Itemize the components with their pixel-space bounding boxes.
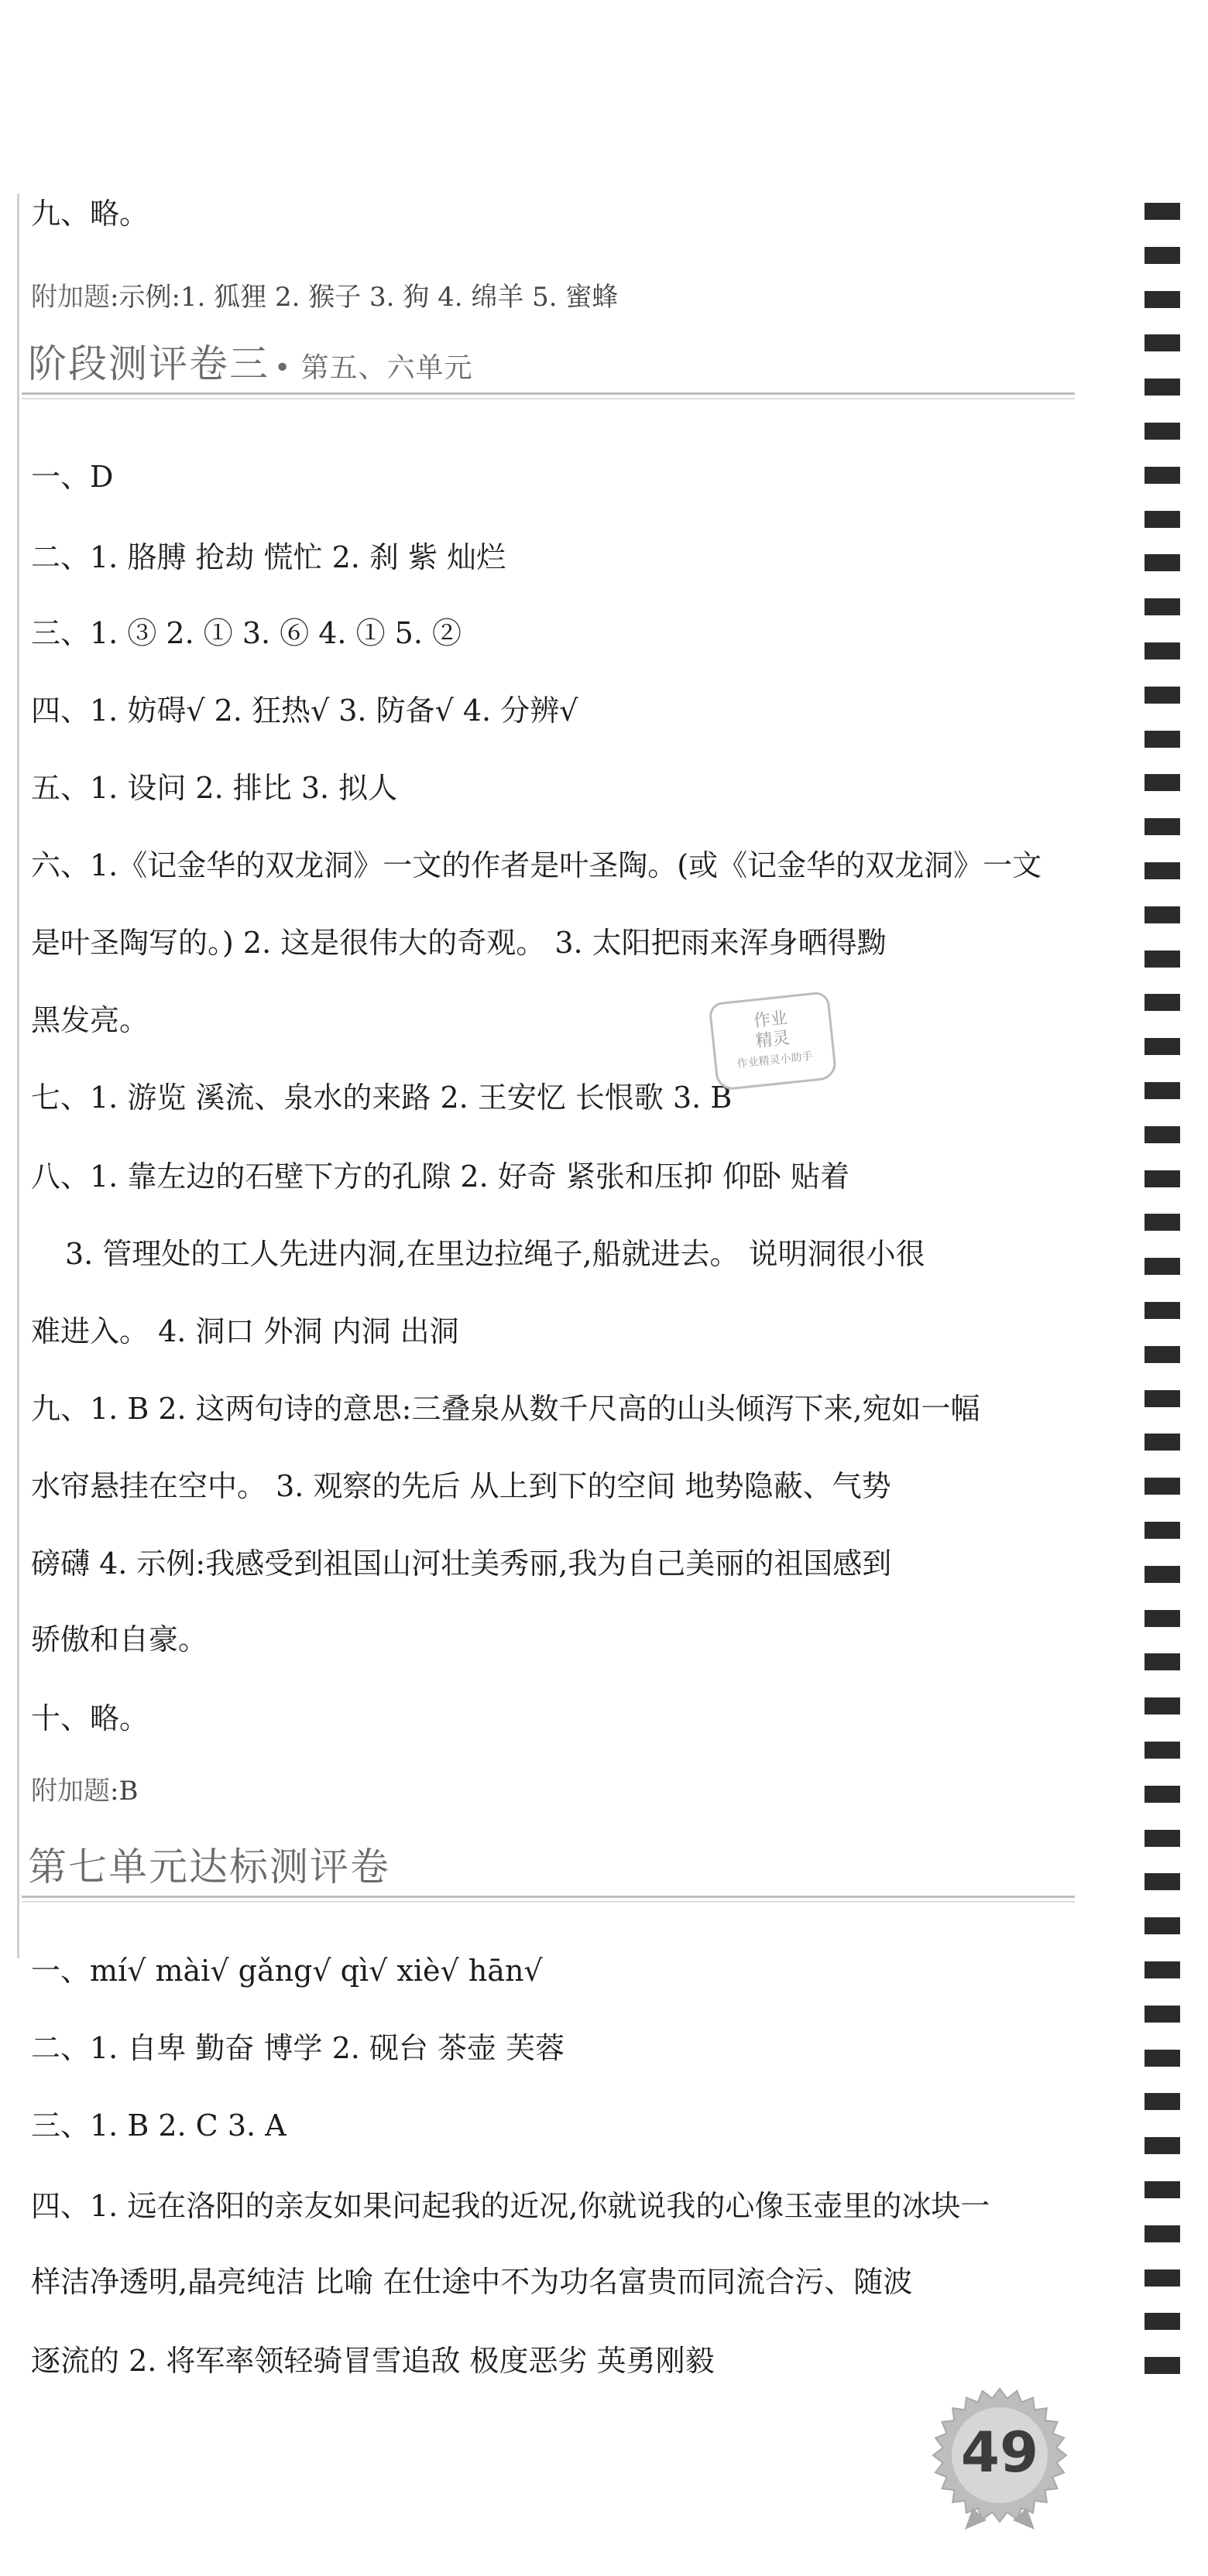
margin-tick-mark bbox=[1145, 1610, 1180, 1627]
answer-line: 四、1. 远在洛阳的亲友如果问起我的近况,你就说我的心像玉壶里的冰块一 bbox=[31, 2189, 990, 2223]
margin-tick-mark bbox=[1145, 994, 1180, 1011]
margin-tick-mark bbox=[1145, 1214, 1180, 1231]
answer-line: 四、1. 妨碍√ 2. 狂热√ 3. 防备√ 4. 分辨√ bbox=[31, 694, 578, 728]
answer-line-continued: 水帘悬挂在空中。 3. 观察的先后 从上到下的空间 地势隐蔽、气势 bbox=[31, 1469, 891, 1503]
margin-tick-mark bbox=[1145, 1478, 1180, 1495]
heading-rule bbox=[22, 392, 1075, 395]
margin-tick-mark bbox=[1145, 1653, 1180, 1670]
bonus-question-line bbox=[31, 279, 618, 316]
answer-line: 六、1.《记金华的双龙洞》一文的作者是叶圣陶。(或《记金华的双龙洞》一文 bbox=[31, 848, 1042, 882]
margin-tick-mark bbox=[1145, 1082, 1180, 1099]
margin-tick-mark bbox=[1145, 1961, 1180, 1978]
margin-tick-mark bbox=[1145, 2357, 1180, 2374]
margin-tick-mark bbox=[1145, 1170, 1180, 1187]
bonus-label: 附加题 bbox=[31, 282, 110, 313]
margin-tick-mark bbox=[1145, 1434, 1180, 1451]
margin-tick-mark bbox=[1145, 1126, 1180, 1143]
margin-tick-mark bbox=[1145, 2313, 1180, 2330]
answer-line-continued: 黑发亮。 bbox=[31, 1003, 149, 1037]
answer-line: 十、略。 bbox=[31, 1701, 149, 1735]
bonus-answer: :B bbox=[110, 1776, 139, 1807]
bonus-label: 附加题 bbox=[31, 1776, 110, 1807]
page-number: 49 bbox=[960, 2420, 1039, 2485]
section-title: 阶段测评卷三 • 第五、六单元 bbox=[28, 341, 473, 386]
margin-tick-mark bbox=[1145, 2269, 1180, 2287]
margin-tick-mark bbox=[1145, 1873, 1180, 1890]
answer-line-continued: 样洁净透明,晶亮纯洁 比喻 在仕途中不为功名富贵而同流合污、随波 bbox=[31, 2265, 913, 2299]
answer-line-continued: 难进入。 4. 洞口 外洞 内洞 出洞 bbox=[31, 1314, 459, 1348]
margin-tick-mark bbox=[1145, 687, 1180, 704]
margin-tick-mark bbox=[1145, 1522, 1180, 1539]
margin-tick-mark bbox=[1145, 774, 1180, 791]
answer-line-continued: 3. 管理处的工人先进内洞,在里边拉绳子,船就进去。 说明洞很小很 bbox=[65, 1237, 925, 1271]
answer-line: 七、1. 游览 溪流、泉水的来路 2. 王安忆 长恨歌 3. B bbox=[31, 1081, 733, 1115]
margin-tick-mark bbox=[1145, 334, 1180, 351]
margin-tick-mark bbox=[1145, 2137, 1180, 2154]
margin-tick-mark bbox=[1145, 2181, 1180, 2198]
heading-rule-shadow bbox=[22, 1901, 1075, 1903]
margin-tick-mark bbox=[1145, 291, 1180, 308]
margin-tick-mark bbox=[1145, 598, 1180, 615]
margin-tick-mark bbox=[1145, 1830, 1180, 1847]
margin-tick-mark bbox=[1145, 1742, 1180, 1759]
margin-tick-mark bbox=[1145, 554, 1180, 571]
answer-line: 五、1. 设问 2. 排比 3. 拟人 bbox=[31, 771, 398, 805]
margin-tick-mark bbox=[1145, 2225, 1180, 2242]
answer-line: 一、mí√ mài√ gǎng√ qì√ xiè√ hān√ bbox=[31, 1954, 543, 1988]
margin-tick-mark bbox=[1145, 731, 1180, 748]
margin-tick-mark bbox=[1145, 1786, 1180, 1803]
section-title: 第七单元达标测评卷 bbox=[28, 1845, 390, 1889]
margin-tick-mark bbox=[1145, 1346, 1180, 1363]
margin-tick-mark bbox=[1145, 951, 1180, 968]
bonus-question-line bbox=[31, 1773, 138, 1810]
section-subtitle: • 第五、六单元 bbox=[274, 352, 473, 384]
answer-line: 三、1. B 2. C 3. A bbox=[31, 2108, 287, 2143]
margin-tick-mark bbox=[1145, 1697, 1180, 1714]
margin-tick-mark bbox=[1145, 1038, 1180, 1055]
margin-tick-mark bbox=[1145, 423, 1180, 440]
page-number-badge bbox=[926, 2384, 1073, 2531]
answer-line-continued: 逐流的 2. 将军率领轻骑冒雪追敌 极度恶劣 英勇刚毅 bbox=[31, 2344, 715, 2378]
answer-line-continued: 磅礴 4. 示例:我感受到祖国山河壮美秀丽,我为自己美丽的祖国感到 bbox=[31, 1547, 892, 1581]
bonus-answer: :示例:1. 狐狸 2. 猴子 3. 狗 4. 绵羊 5. 蜜蜂 bbox=[110, 282, 619, 313]
left-margin-rule bbox=[17, 194, 19, 1958]
margin-tick-mark bbox=[1145, 247, 1180, 264]
margin-tick-mark bbox=[1145, 818, 1180, 835]
margin-tick-mark bbox=[1145, 511, 1180, 528]
margin-tick-mark bbox=[1145, 203, 1180, 220]
margin-tick-mark bbox=[1145, 2006, 1180, 2023]
answer-line-9: 九、略。 bbox=[31, 197, 149, 231]
answer-line: 二、1. 胳膊 抢劫 慌忙 2. 刹 紫 灿烂 bbox=[31, 540, 506, 574]
margin-tick-mark bbox=[1145, 642, 1180, 659]
answer-line: 八、1. 靠左边的石壁下方的孔隙 2. 好奇 紧张和压抑 仰卧 贴着 bbox=[31, 1160, 849, 1194]
margin-tick-mark bbox=[1145, 379, 1180, 396]
margin-tick-mark bbox=[1145, 862, 1180, 879]
section-heading-unit-7 bbox=[22, 1844, 1075, 1906]
margin-tick-mark bbox=[1145, 467, 1180, 484]
margin-tick-mark bbox=[1145, 1258, 1180, 1275]
answer-line: 九、1. B 2. 这两句诗的意思:三叠泉从数千尺高的山头倾泻下来,宛如一幅 bbox=[31, 1392, 980, 1426]
margin-tick-mark bbox=[1145, 1390, 1180, 1407]
section-heading-stage-test-3 bbox=[22, 341, 1075, 402]
heading-rule-shadow bbox=[22, 398, 1075, 399]
margin-tick-mark bbox=[1145, 1302, 1180, 1319]
heading-rule bbox=[22, 1896, 1075, 1898]
margin-tick-mark bbox=[1145, 906, 1180, 923]
answer-line-continued: 骄傲和自豪。 bbox=[31, 1622, 208, 1656]
answer-line: 一、D bbox=[31, 460, 114, 494]
margin-tick-mark bbox=[1145, 2050, 1180, 2067]
answer-line: 三、1. ③ 2. ① 3. ⑥ 4. ① 5. ② bbox=[31, 616, 462, 650]
watermark-stamp: 作业 精灵 作业精灵小助手 bbox=[708, 991, 837, 1091]
margin-tick-mark bbox=[1145, 1917, 1180, 1934]
answer-line: 二、1. 自卑 勤奋 博学 2. 砚台 茶壶 芙蓉 bbox=[31, 2031, 565, 2065]
margin-tick-mark bbox=[1145, 2093, 1180, 2110]
margin-tick-mark bbox=[1145, 1566, 1180, 1583]
answer-line-continued: 是叶圣陶写的。) 2. 这是很伟大的奇观。 3. 太阳把雨来浑身晒得黝 bbox=[31, 926, 887, 960]
